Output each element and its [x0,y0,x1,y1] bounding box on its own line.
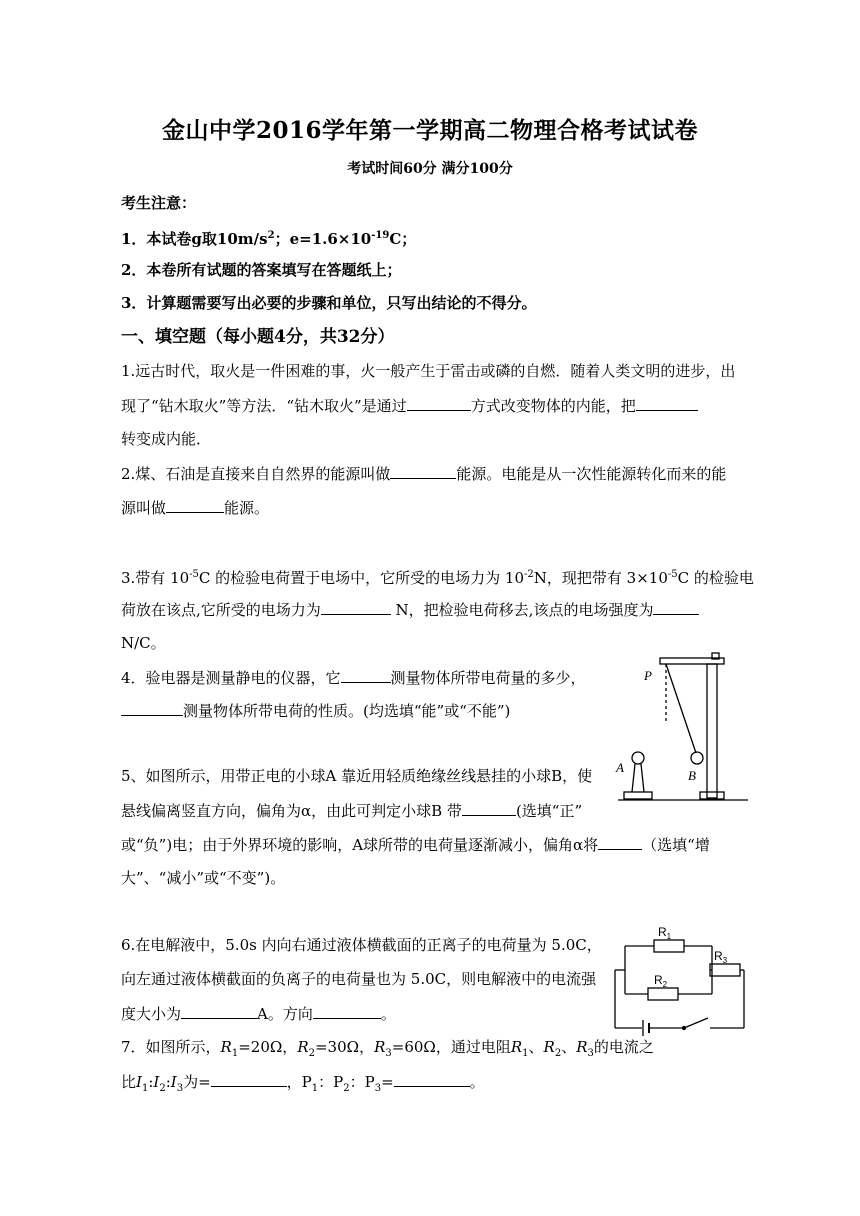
switch-blade [684,1018,708,1028]
label-r3: $R_3$ [714,949,728,965]
q6-line-3: 度大小为 A。方向 。 [121,1005,396,1023]
q6-line-2: 向左通过液体横截面的负离子的电荷量也为 5.0C，则电解液中的电流强 [121,970,597,988]
resistor-r3 [710,964,740,976]
stand-pole [707,664,717,798]
q4-line-1: 4．验电器是测量静电的仪器，它 测量物体所带电荷量的多少， [121,669,586,687]
q7-line-1: 7．如图所示，$R_1=20\Omega$，$R_2=30\Omega$，$R_3=60\Omega$，通过电阻$R_1$、$R_2$、$R_3$的电流之 [121,1038,654,1059]
ball-a [632,752,644,764]
ball-a-stem-right [641,764,644,792]
q7-line-2: 比$I_1:I_2:I_3$为= ，$P_1$：$P_2$：$P_3=$ 。 [121,1073,485,1094]
q2-blank-1[interactable] [390,463,456,479]
thread-line [666,664,696,753]
exam-title: 金山中学2016学年第一学期高二物理合格考试试卷 [161,117,698,144]
q6-blank-1[interactable] [181,1003,257,1019]
label-b: B [688,768,696,783]
q1-blank-1[interactable] [407,395,471,411]
q2-line-2: 源叫做 能源。 [121,499,270,517]
q3-line-3: N/C。 [121,634,166,652]
label-r2: $R_2$ [654,973,668,989]
ball-a-base [624,792,652,799]
q4-line-2: 测量物体所带电荷的性质。(均选填“能”或“不能”) [121,700,510,721]
section-fill-in: 一、填空题（每小题4分，共32分） [121,327,395,347]
resistor-r1 [654,940,684,952]
label-r1: $R_1$ [658,925,672,941]
q5-line-4: 大”、“减小”或“不变”)。 [121,869,286,887]
label-p: P [644,668,652,683]
notice-item-1: 1．本试卷g取$10m/s^2$；$e=1.6\times 10^{-19}C$； [121,230,417,248]
q3-line-1: 3.带有 $10^{-5}C$ 的检验电荷置于电场中，它所受的电场力为 $10^{-2}N$，现把带有 $3\times 10^{-5}C$ 的检验电 [121,569,754,587]
exam-subtitle: 考试时间60分 满分100分 [347,161,513,177]
q2-line-1: 2.煤、石油是直接来自自然界的能源叫做 能源。电能是从一次性能源转化而来的能 [121,465,727,483]
q1-line-1: 1.远古时代，取火是一件困难的事，火一般产生于雷击或磷的自燃．随着人类文明的进步，出 [121,362,736,380]
ball-a-stem-left [632,764,635,792]
q5-line-1: 5、如图所示，用带正电的小球A 靠近用轻质绝缘丝线悬挂的小球B，使 [121,767,593,785]
ball-b [691,752,703,764]
q5-line-3: 或“负”)电；由于外界环境的影响，A球所带的电荷量逐渐减小，偏角α将 （选填“增 [121,836,710,854]
q5-blank-2[interactable] [598,834,642,850]
q3-blank-1[interactable] [321,599,391,615]
q6-blank-2[interactable] [313,1003,381,1019]
q4-blank-1[interactable] [341,667,391,683]
label-a: A [616,760,624,775]
q3-blank-2[interactable] [653,599,699,615]
q5-line-2: 悬线偏离竖直方向，偏角为α，由此可判定小球B 带 (选填“正” [121,802,583,820]
q4-blank-2[interactable] [121,700,183,716]
q7-blank-2[interactable] [394,1071,470,1087]
q2-blank-2[interactable] [166,497,224,513]
resistor-r2 [648,988,678,1000]
circuit-figure [612,918,752,1036]
pendulum-figure [610,650,750,808]
q7-blank-1[interactable] [211,1071,287,1087]
q1-line-2: 现了“钻木取火”等方法．“钻木取火”是通过 方式改变物体的内能，把 [121,395,698,416]
notice-item-2: 2．本卷所有试题的答案填写在答题纸上； [121,261,402,279]
q3-line-2: 荷放在该点,它所受的电场力为 N，把检验电荷移去,该点的电场强度为 [121,599,699,620]
notice-item-3: 3．计算题需要写出必要的步骤和单位，只写出结论的不得分。 [121,294,537,312]
q6-line-1: 6.在电解液中，5.0s 内向右通过液体横截面的正离子的电荷量为 5.0C， [121,936,602,954]
q1-blank-2[interactable] [636,395,698,411]
q1-line-3: 转变成内能． [121,430,212,448]
notice-heading: 考生注意： [121,194,197,212]
q5-blank-1[interactable] [462,800,516,816]
